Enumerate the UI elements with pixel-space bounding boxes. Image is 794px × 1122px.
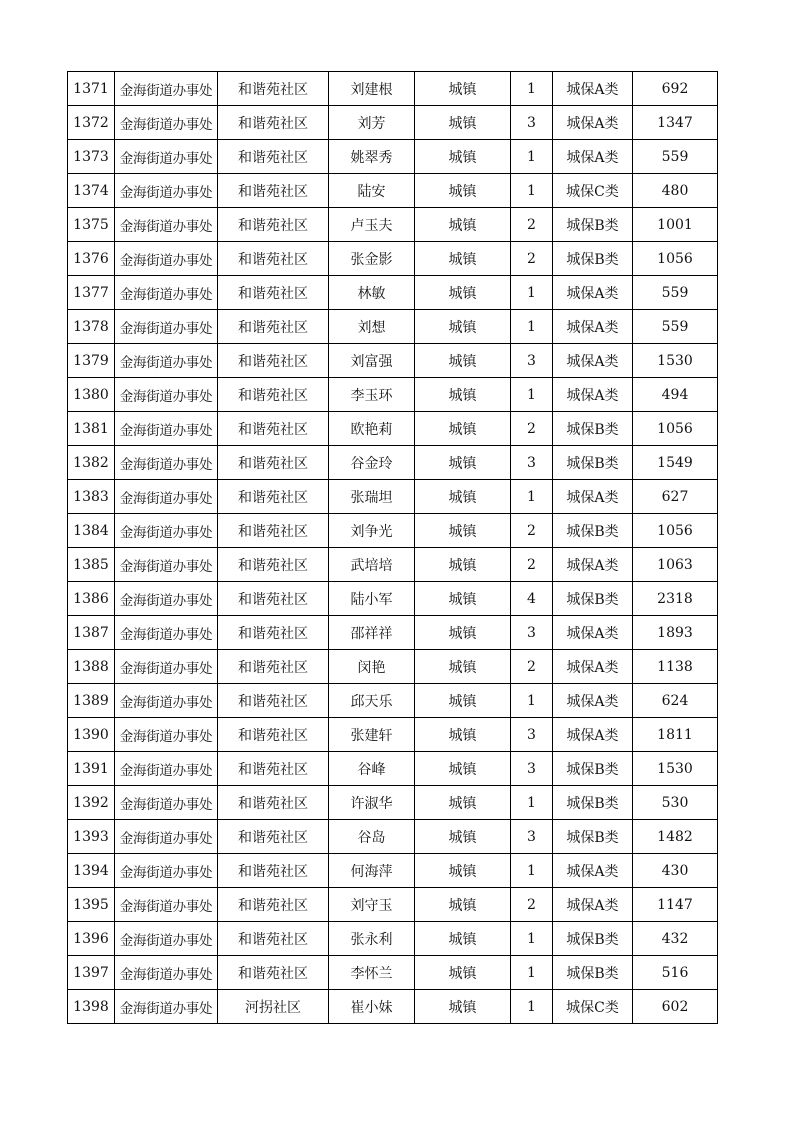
serial-number-cell: 1398	[68, 990, 115, 1024]
community-cell: 和谐苑社区	[218, 480, 329, 514]
residence-type-cell: 城镇	[415, 922, 511, 956]
residence-type-cell: 城镇	[415, 990, 511, 1024]
insurance-category-cell: 城保B类	[553, 582, 633, 616]
household-size-cell: 3	[511, 344, 553, 378]
household-size-cell: 1	[511, 480, 553, 514]
residence-type-cell: 城镇	[415, 888, 511, 922]
insurance-category-cell: 城保C类	[553, 174, 633, 208]
name-cell: 邵祥祥	[329, 616, 415, 650]
residence-type-cell: 城镇	[415, 446, 511, 480]
household-size-cell: 2	[511, 208, 553, 242]
community-cell: 和谐苑社区	[218, 208, 329, 242]
household-size-cell: 3	[511, 106, 553, 140]
street-office-cell: 金海街道办事处	[115, 956, 218, 990]
name-cell: 崔小妹	[329, 990, 415, 1024]
insurance-category-cell: 城保B类	[553, 242, 633, 276]
amount-cell: 1138	[633, 650, 718, 684]
street-office-cell: 金海街道办事处	[115, 446, 218, 480]
name-cell: 陆安	[329, 174, 415, 208]
amount-cell: 692	[633, 72, 718, 106]
serial-number-cell: 1388	[68, 650, 115, 684]
street-office-cell: 金海街道办事处	[115, 72, 218, 106]
serial-number-cell: 1377	[68, 276, 115, 310]
insurance-category-cell: 城保B类	[553, 446, 633, 480]
community-cell: 和谐苑社区	[218, 752, 329, 786]
street-office-cell: 金海街道办事处	[115, 106, 218, 140]
serial-number-cell: 1380	[68, 378, 115, 412]
community-cell: 和谐苑社区	[218, 854, 329, 888]
table-row	[68, 378, 718, 412]
residence-type-cell: 城镇	[415, 140, 511, 174]
household-size-cell: 1	[511, 922, 553, 956]
community-cell: 和谐苑社区	[218, 140, 329, 174]
amount-cell: 1811	[633, 718, 718, 752]
name-cell: 刘想	[329, 310, 415, 344]
name-cell: 刘建根	[329, 72, 415, 106]
insurance-category-cell: 城保A类	[553, 888, 633, 922]
records-body	[68, 72, 718, 1024]
table-row	[68, 990, 718, 1024]
table-row	[68, 208, 718, 242]
community-cell: 和谐苑社区	[218, 956, 329, 990]
table-row	[68, 344, 718, 378]
insurance-category-cell: 城保A类	[553, 650, 633, 684]
amount-cell: 1530	[633, 344, 718, 378]
insurance-category-cell: 城保B类	[553, 412, 633, 446]
household-size-cell: 1	[511, 310, 553, 344]
table-row	[68, 174, 718, 208]
street-office-cell: 金海街道办事处	[115, 582, 218, 616]
residence-type-cell: 城镇	[415, 582, 511, 616]
serial-number-cell: 1384	[68, 514, 115, 548]
serial-number-cell: 1391	[68, 752, 115, 786]
residence-type-cell: 城镇	[415, 718, 511, 752]
street-office-cell: 金海街道办事处	[115, 412, 218, 446]
amount-cell: 1001	[633, 208, 718, 242]
street-office-cell: 金海街道办事处	[115, 548, 218, 582]
table-row	[68, 922, 718, 956]
street-office-cell: 金海街道办事处	[115, 140, 218, 174]
residence-type-cell: 城镇	[415, 72, 511, 106]
table-row	[68, 514, 718, 548]
serial-number-cell: 1395	[68, 888, 115, 922]
community-cell: 和谐苑社区	[218, 106, 329, 140]
name-cell: 陆小军	[329, 582, 415, 616]
street-office-cell: 金海街道办事处	[115, 616, 218, 650]
street-office-cell: 金海街道办事处	[115, 854, 218, 888]
name-cell: 许淑华	[329, 786, 415, 820]
residence-type-cell: 城镇	[415, 854, 511, 888]
serial-number-cell: 1375	[68, 208, 115, 242]
residence-type-cell: 城镇	[415, 174, 511, 208]
household-size-cell: 1	[511, 854, 553, 888]
street-office-cell: 金海街道办事处	[115, 820, 218, 854]
table-row	[68, 956, 718, 990]
name-cell: 刘芳	[329, 106, 415, 140]
table-row	[68, 480, 718, 514]
name-cell: 张建轩	[329, 718, 415, 752]
community-cell: 和谐苑社区	[218, 174, 329, 208]
insurance-category-cell: 城保A类	[553, 854, 633, 888]
community-cell: 和谐苑社区	[218, 684, 329, 718]
household-size-cell: 1	[511, 378, 553, 412]
community-cell: 和谐苑社区	[218, 242, 329, 276]
serial-number-cell: 1397	[68, 956, 115, 990]
serial-number-cell: 1386	[68, 582, 115, 616]
street-office-cell: 金海街道办事处	[115, 990, 218, 1024]
residence-type-cell: 城镇	[415, 684, 511, 718]
community-cell: 和谐苑社区	[218, 276, 329, 310]
amount-cell: 2318	[633, 582, 718, 616]
residence-type-cell: 城镇	[415, 106, 511, 140]
residence-type-cell: 城镇	[415, 548, 511, 582]
serial-number-cell: 1374	[68, 174, 115, 208]
residence-type-cell: 城镇	[415, 378, 511, 412]
household-size-cell: 1	[511, 140, 553, 174]
amount-cell: 1056	[633, 242, 718, 276]
amount-cell: 516	[633, 956, 718, 990]
serial-number-cell: 1378	[68, 310, 115, 344]
residence-type-cell: 城镇	[415, 786, 511, 820]
serial-number-cell: 1379	[68, 344, 115, 378]
community-cell: 和谐苑社区	[218, 548, 329, 582]
serial-number-cell: 1396	[68, 922, 115, 956]
insurance-category-cell: 城保B类	[553, 786, 633, 820]
serial-number-cell: 1383	[68, 480, 115, 514]
residence-type-cell: 城镇	[415, 344, 511, 378]
amount-cell: 627	[633, 480, 718, 514]
street-office-cell: 金海街道办事处	[115, 684, 218, 718]
table-row	[68, 242, 718, 276]
insurance-category-cell: 城保A类	[553, 378, 633, 412]
insurance-category-cell: 城保B类	[553, 208, 633, 242]
amount-cell: 1147	[633, 888, 718, 922]
community-cell: 和谐苑社区	[218, 922, 329, 956]
name-cell: 刘富强	[329, 344, 415, 378]
table-row	[68, 72, 718, 106]
household-size-cell: 1	[511, 684, 553, 718]
street-office-cell: 金海街道办事处	[115, 378, 218, 412]
name-cell: 闵艳	[329, 650, 415, 684]
street-office-cell: 金海街道办事处	[115, 888, 218, 922]
insurance-category-cell: 城保A类	[553, 344, 633, 378]
table-row	[68, 718, 718, 752]
name-cell: 谷峰	[329, 752, 415, 786]
community-cell: 和谐苑社区	[218, 820, 329, 854]
household-size-cell: 3	[511, 752, 553, 786]
serial-number-cell: 1376	[68, 242, 115, 276]
insurance-category-cell: 城保B类	[553, 820, 633, 854]
amount-cell: 559	[633, 140, 718, 174]
insurance-category-cell: 城保C类	[553, 990, 633, 1024]
amount-cell: 559	[633, 276, 718, 310]
table-row	[68, 888, 718, 922]
household-size-cell: 2	[511, 548, 553, 582]
name-cell: 武培培	[329, 548, 415, 582]
name-cell: 谷金玲	[329, 446, 415, 480]
street-office-cell: 金海街道办事处	[115, 344, 218, 378]
residence-type-cell: 城镇	[415, 820, 511, 854]
amount-cell: 1530	[633, 752, 718, 786]
residence-type-cell: 城镇	[415, 276, 511, 310]
serial-number-cell: 1373	[68, 140, 115, 174]
amount-cell: 494	[633, 378, 718, 412]
serial-number-cell: 1392	[68, 786, 115, 820]
name-cell: 卢玉夫	[329, 208, 415, 242]
name-cell: 刘守玉	[329, 888, 415, 922]
household-size-cell: 4	[511, 582, 553, 616]
table-row	[68, 820, 718, 854]
insurance-category-cell: 城保A类	[553, 310, 633, 344]
community-cell: 和谐苑社区	[218, 412, 329, 446]
table-row	[68, 276, 718, 310]
residence-type-cell: 城镇	[415, 242, 511, 276]
street-office-cell: 金海街道办事处	[115, 276, 218, 310]
household-size-cell: 3	[511, 718, 553, 752]
insurance-category-cell: 城保A类	[553, 480, 633, 514]
serial-number-cell: 1371	[68, 72, 115, 106]
household-size-cell: 1	[511, 174, 553, 208]
residence-type-cell: 城镇	[415, 514, 511, 548]
residence-type-cell: 城镇	[415, 752, 511, 786]
community-cell: 和谐苑社区	[218, 786, 329, 820]
name-cell: 邱天乐	[329, 684, 415, 718]
name-cell: 刘争光	[329, 514, 415, 548]
community-cell: 和谐苑社区	[218, 718, 329, 752]
household-size-cell: 2	[511, 650, 553, 684]
name-cell: 张金影	[329, 242, 415, 276]
insurance-category-cell: 城保A类	[553, 718, 633, 752]
community-cell: 和谐苑社区	[218, 650, 329, 684]
serial-number-cell: 1372	[68, 106, 115, 140]
community-cell: 和谐苑社区	[218, 446, 329, 480]
household-size-cell: 1	[511, 990, 553, 1024]
household-size-cell: 2	[511, 514, 553, 548]
amount-cell: 559	[633, 310, 718, 344]
amount-cell: 1063	[633, 548, 718, 582]
residence-type-cell: 城镇	[415, 956, 511, 990]
residence-type-cell: 城镇	[415, 412, 511, 446]
serial-number-cell: 1394	[68, 854, 115, 888]
residence-type-cell: 城镇	[415, 616, 511, 650]
serial-number-cell: 1389	[68, 684, 115, 718]
residence-type-cell: 城镇	[415, 650, 511, 684]
amount-cell: 1056	[633, 514, 718, 548]
household-size-cell: 2	[511, 242, 553, 276]
community-cell: 和谐苑社区	[218, 378, 329, 412]
household-size-cell: 2	[511, 412, 553, 446]
name-cell: 林敏	[329, 276, 415, 310]
name-cell: 张瑞坦	[329, 480, 415, 514]
household-size-cell: 3	[511, 616, 553, 650]
table-row	[68, 446, 718, 480]
street-office-cell: 金海街道办事处	[115, 514, 218, 548]
residence-type-cell: 城镇	[415, 208, 511, 242]
table-row	[68, 650, 718, 684]
serial-number-cell: 1393	[68, 820, 115, 854]
serial-number-cell: 1381	[68, 412, 115, 446]
table-row	[68, 786, 718, 820]
amount-cell: 1056	[633, 412, 718, 446]
name-cell: 张永利	[329, 922, 415, 956]
insurance-category-cell: 城保B类	[553, 956, 633, 990]
insurance-category-cell: 城保B类	[553, 514, 633, 548]
name-cell: 李玉环	[329, 378, 415, 412]
name-cell: 姚翠秀	[329, 140, 415, 174]
amount-cell: 430	[633, 854, 718, 888]
table-row	[68, 140, 718, 174]
community-cell: 和谐苑社区	[218, 582, 329, 616]
amount-cell: 432	[633, 922, 718, 956]
street-office-cell: 金海街道办事处	[115, 650, 218, 684]
serial-number-cell: 1387	[68, 616, 115, 650]
name-cell: 谷岛	[329, 820, 415, 854]
street-office-cell: 金海街道办事处	[115, 242, 218, 276]
community-cell: 和谐苑社区	[218, 616, 329, 650]
table-row	[68, 752, 718, 786]
household-size-cell: 2	[511, 888, 553, 922]
table-row	[68, 684, 718, 718]
household-size-cell: 1	[511, 276, 553, 310]
table-row	[68, 548, 718, 582]
records-table	[67, 71, 718, 1024]
street-office-cell: 金海街道办事处	[115, 752, 218, 786]
amount-cell: 1893	[633, 616, 718, 650]
household-size-cell: 1	[511, 72, 553, 106]
table-row	[68, 854, 718, 888]
table-row	[68, 106, 718, 140]
insurance-category-cell: 城保B类	[553, 922, 633, 956]
insurance-category-cell: 城保A类	[553, 548, 633, 582]
household-size-cell: 3	[511, 446, 553, 480]
residence-type-cell: 城镇	[415, 310, 511, 344]
amount-cell: 1549	[633, 446, 718, 480]
street-office-cell: 金海街道办事处	[115, 786, 218, 820]
name-cell: 李怀兰	[329, 956, 415, 990]
residence-type-cell: 城镇	[415, 480, 511, 514]
serial-number-cell: 1390	[68, 718, 115, 752]
serial-number-cell: 1382	[68, 446, 115, 480]
amount-cell: 480	[633, 174, 718, 208]
name-cell: 欧艳莉	[329, 412, 415, 446]
amount-cell: 530	[633, 786, 718, 820]
insurance-category-cell: 城保A类	[553, 140, 633, 174]
insurance-category-cell: 城保A类	[553, 72, 633, 106]
community-cell: 河拐社区	[218, 990, 329, 1024]
community-cell: 和谐苑社区	[218, 310, 329, 344]
table-row	[68, 310, 718, 344]
street-office-cell: 金海街道办事处	[115, 922, 218, 956]
insurance-category-cell: 城保A类	[553, 276, 633, 310]
insurance-category-cell: 城保A类	[553, 684, 633, 718]
serial-number-cell: 1385	[68, 548, 115, 582]
table-row	[68, 582, 718, 616]
household-size-cell: 1	[511, 956, 553, 990]
amount-cell: 1482	[633, 820, 718, 854]
community-cell: 和谐苑社区	[218, 344, 329, 378]
table-row	[68, 412, 718, 446]
household-size-cell: 3	[511, 820, 553, 854]
household-size-cell: 1	[511, 786, 553, 820]
community-cell: 和谐苑社区	[218, 888, 329, 922]
amount-cell: 624	[633, 684, 718, 718]
insurance-category-cell: 城保A类	[553, 616, 633, 650]
street-office-cell: 金海街道办事处	[115, 310, 218, 344]
street-office-cell: 金海街道办事处	[115, 480, 218, 514]
street-office-cell: 金海街道办事处	[115, 174, 218, 208]
community-cell: 和谐苑社区	[218, 514, 329, 548]
amount-cell: 602	[633, 990, 718, 1024]
community-cell: 和谐苑社区	[218, 72, 329, 106]
name-cell: 何海萍	[329, 854, 415, 888]
amount-cell: 1347	[633, 106, 718, 140]
table-row	[68, 616, 718, 650]
insurance-category-cell: 城保B类	[553, 752, 633, 786]
insurance-category-cell: 城保A类	[553, 106, 633, 140]
street-office-cell: 金海街道办事处	[115, 718, 218, 752]
street-office-cell: 金海街道办事处	[115, 208, 218, 242]
